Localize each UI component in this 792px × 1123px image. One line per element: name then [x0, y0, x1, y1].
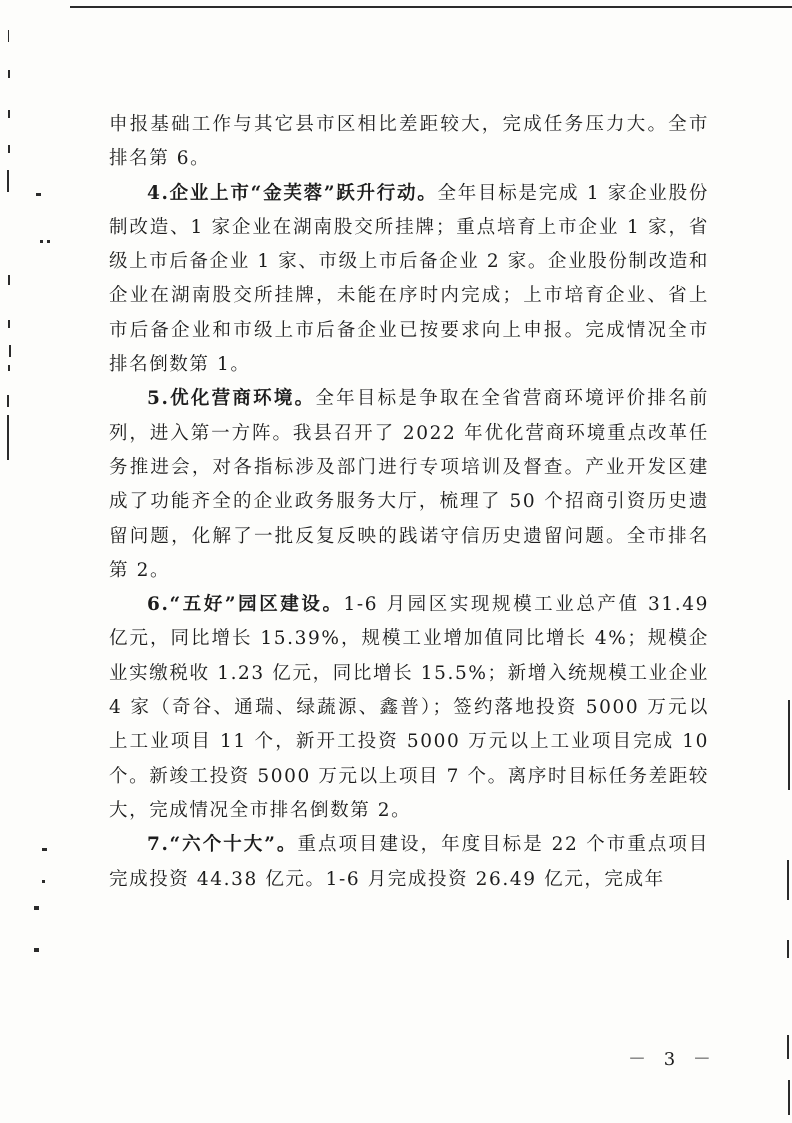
scan-mark	[42, 880, 45, 883]
scan-mark	[9, 345, 11, 357]
scan-mark	[42, 848, 47, 851]
paragraph-ipo-action	[109, 177, 709, 383]
paragraph-body: 全年目标是争取在全省营商环境评价排名前列，进入第一方阵。我县召开了 2022 年优化营商环境重点改革任务推进会，对各指标涉及部门进行专项培训及督查。产业开发区建成了功能齐全的企业政务服务大厅，梳理了 50 个招商引资历史遗留问题，化解了一批反复反映的践诺守信历史遗留问题。全市排名第 2。	[109, 388, 709, 581]
paragraph-heading: 7.“六个十大”。	[147, 834, 298, 856]
top-border-line	[70, 6, 792, 8]
scan-mark	[34, 906, 39, 910]
scan-mark	[7, 395, 9, 407]
scan-mark	[787, 940, 789, 958]
scan-mark	[40, 240, 43, 243]
scan-mark	[47, 240, 50, 243]
scan-mark	[8, 70, 10, 78]
scan-mark	[7, 415, 9, 460]
paragraph-key-projects	[109, 828, 709, 897]
scan-mark	[8, 145, 10, 153]
paragraph-continuation	[109, 108, 709, 177]
paragraph-heading: 4.企业上市“金芙蓉”跃升行动。	[147, 182, 438, 204]
scan-mark	[34, 948, 39, 952]
paragraph-business-environment	[109, 382, 709, 588]
paragraph-body: 全年目标是完成 1 家企业股份制改造、1 家企业在湖南股交所挂牌；重点培育上市企业 1 家，省级上市后备企业 1 家、市级上市后备企业 2 家。企业股份制改造和企业在湖南股交所挂牌，未能在序时内完成；上市培育企业、省上市后备企业和市级上市后备企业已按要求向上申报。完成情况全市排名倒数第 1。	[109, 182, 709, 376]
scan-mark	[36, 193, 41, 196]
scan-mark	[787, 1035, 789, 1059]
scan-mark	[8, 30, 9, 42]
scan-mark	[788, 700, 790, 790]
paragraph-heading: 6.“五好”园区建设。	[147, 594, 344, 616]
scan-mark	[8, 365, 10, 371]
paragraph-body: 1-6 月园区实现规模工业总产值 31.49 亿元，同比增长 15.39%，规模工业增加值同比增长 4%；规模企业实缴税收 1.23 亿元，同比增长 15.5%；新增入统规模工业企业 4 家（奇谷、通瑞、绿蔬源、鑫普）；签约落地投资 5000 万元以上工业项目 11 个，新开工投资 5000 万元以上工业项目完成 10 个。新竣工投资 5000 万元以上项目 7 个。离序时目标任务差距较大，完成情况全市排名倒数第 2。	[109, 594, 709, 821]
page-number: － 3 －	[628, 1049, 717, 1070]
paragraph-body: 重点项目建设，年度目标是 22 个市重点项目完成投资 44.38 亿元。1-6 月完成投资 26.49 亿元，完成年	[109, 834, 709, 890]
body-text	[109, 108, 709, 897]
scan-mark	[787, 860, 789, 900]
scan-mark	[8, 320, 10, 328]
paragraph-industrial-park	[109, 588, 709, 828]
scan-mark	[8, 110, 10, 118]
scan-mark	[7, 170, 9, 192]
scan-mark	[788, 1080, 790, 1115]
paragraph-body: 申报基础工作与其它县市区相比差距较大，完成任务压力大。全市排名第 6。	[109, 114, 709, 170]
scan-mark	[8, 275, 10, 285]
paragraph-heading: 5.优化营商环境。	[147, 388, 316, 410]
